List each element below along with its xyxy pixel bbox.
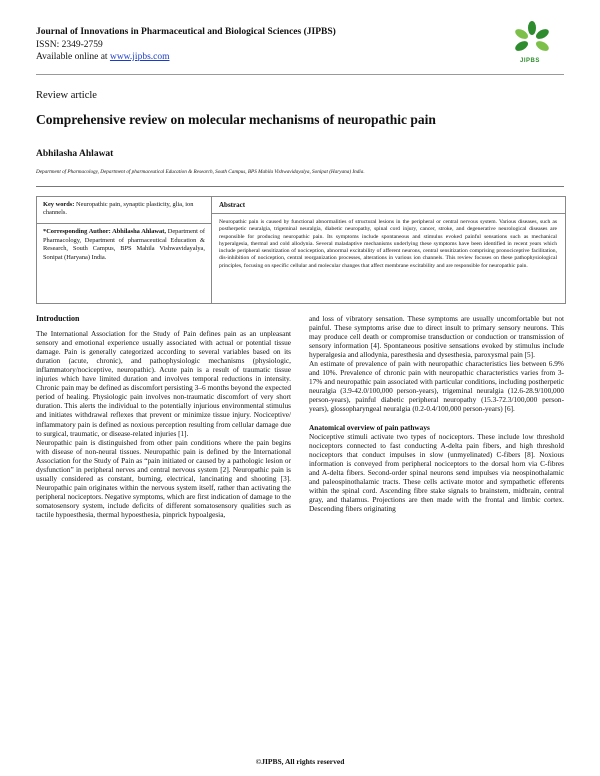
right-paragraph-1: and loss of vibratory sensation. These symptoms are usually uncomfortable but not painful. These symptoms arise due to direct insult to primary sensory neurons. This may produce cell death or compromise transduction or conduction or transmission of sensory information [4]. Spontaneous positive sensations evoked by stimulus include hyperalgesia and allodynia, paresthesia and dysesthesia, paroxysmal pain [5].	[309, 314, 564, 360]
abstract-divider	[211, 213, 565, 214]
left-column	[36, 314, 291, 519]
right-column	[309, 314, 564, 513]
anatomy-heading: Anatomical overview of pain pathways	[309, 422, 430, 432]
journal-title: Journal of Innovations in Pharmaceutical and Biological Sciences (JIPBS)	[36, 27, 336, 37]
logo-leaf-icon	[528, 21, 536, 35]
corresponding-author	[43, 228, 205, 262]
journal-website-link[interactable]: www.jipbs.com	[109, 52, 170, 62]
issn: ISSN: 2349-2759	[36, 39, 103, 50]
corresponding-label: *Corresponding Author: Abhilasha Ahlawat,	[43, 228, 166, 235]
journal-logo-icon	[510, 20, 554, 62]
logo-text: JIPBS	[520, 58, 540, 64]
journal-header	[36, 26, 336, 64]
availability-line	[36, 51, 336, 64]
keywords-divider	[37, 223, 211, 224]
logo-leaf-icon	[534, 27, 550, 41]
available-prefix: Available online at	[36, 52, 110, 62]
right-paragraph-2: An estimate of prevalence of pain with neuropathic characteristics lies between 6.9% and 10%. Prevalence of chronic pain with neuropathic characteristics varies from 3-17% and neuropathic pain associated with particular conditions, including postherpetic neuralgia (3.9-42.0/100,000 person-years), trigeminal neuralgia (12.6-28.9/100,000 person-years), painful diabetic peripheral neuropathy (15.3-72.3/100,000 person-years), glossopharyngeal neuralgia (0.2-0.4/100,000 person-years) [6].	[309, 359, 564, 414]
author-affiliation: Department of Pharmacology, Department of pharmaceutical Education & Research, South Campus, BPS Mahila Vishwavidayalya, Sonipat (Haryana) India.	[36, 169, 365, 175]
article-title: Comprehensive review on molecular mechanisms of neuropathic pain	[36, 112, 436, 127]
right-paragraph-3: Nociceptive stimuli activate two types of nociceptors. These include low threshold nociceptors connected to fast conducting A-delta pain fibers, and high threshold nociceptors that conduct impulses in slow (unmyelinated) C-fibers [8]. Noxious information is conveyed from peripheral nociceptors to the dorsal horn via C-fibres and A-delta fibers. Second-order spinal neurons send impulses via neospinothalamic and paleospinothalamic tracts. These cells activate motor and sympathetic efferents within the spinal cord. Ascending fibre stake signals to brainstem, midbrain, central gray, and thalamus. Projections are then made with the frontal and limbic cortex. Descending fibers originating	[309, 431, 564, 513]
author-name: Abhilasha Ahlawat	[36, 149, 114, 159]
corresponding-text: Department of Pharmacology, Department of pharmaceutical Education & Research, South Campus, BPS Mahila Vishwavidayalya, Sonipat (Haryana) India.	[43, 228, 205, 261]
affiliation-divider	[36, 186, 564, 187]
logo-leaf-icon	[534, 39, 550, 53]
introduction-paragraph-2: Neuropathic pain is distinguished from other pain conditions where the pain begins with disease of non-neural tissues. Neuropathic pain is defined by the International Association for the Study of Pain as “pain initiated or caused by a pathologic lesion or dysfunction” in peripheral nerves and central nervous system [2]. Neuropathic pain is usually considered as constant, burning, electrical, lancinating and shooting [3]. Neuropathic pain originates within the nervous system itself, rather than activating the peripheral nociceptors. Negative symptoms, which are first indication of damage to the somatosensory system, include deficits of different somatosensory qualities such as tactile hypoesthesia, thermal hypoesthesia, pinprick hypoalgesia,	[36, 437, 291, 519]
keywords-label: Key words:	[43, 201, 75, 208]
logo-leaf-icon	[514, 27, 530, 41]
article-type: Review article	[36, 90, 97, 101]
introduction-paragraph-1: The International Association for the Study of Pain defines pain as an unpleasant sensory and emotional experience usually associated with actual or potential tissue damage. Pain is generally categorized according to several variables based on its duration (acute, chronic), and pathophysiologic mechanisms (physiologic, inflammatory/nociceptive, neuropathic). Acute pain is a result of traumatic tissue injuries which have limited duration and involves temporal reductions in intensity. Chronic pain may be defined as discomfort persisting 3–6 months beyond the expected period of healing. Physiologic pain involves non-traumatic discomfort of very short duration. This alerts the individual to the potentially injurious environmental stimulus and initiates withdrawal reflexes that prevent or minimize tissue injury. Nociceptive/ inflammatory pain is defined as noxious perception resulting from cellular damage due to surgical, traumatic, or disease-related injuries [1].	[36, 329, 291, 438]
article-info-box	[36, 196, 566, 304]
keywords	[43, 201, 205, 217]
logo-leaf-icon	[514, 39, 530, 53]
introduction-heading: Introduction	[36, 314, 80, 323]
abstract-heading: Abstract	[219, 201, 246, 209]
copyright-footer: ©JIPBS, All rights reserved	[255, 757, 345, 766]
header-divider	[36, 74, 564, 75]
abstract-text: Neuropathic pain is caused by functional abnormalities of structural lesions in the peripheral or central nervous system. Various diseases, such as postherpetic neuralgia, trigeminal neuralgia, diabetic neuropathy, spinal cord injury, cancer, stroke, and degenerative neurological diseases are responsible for producing neuropathic pain. Its symptoms include spontaneous and stimulus evoked painful sensations such as mechanical hyperalgesia, thermal and cold allodynia. Several maladaptive mechanisms underlying these symptoms have been identified in recent years which include peripheral sensitization of nociception, abnormal excitability of afferent neurons, central sensitization comprising pronociceptive facilitation, dis-inhibition of nociception, central reorganization processes, alterations in various ion channels. This review focuses on these pathophysiological principles, focusing on specific cellular and molecular changes that affect membrane excitability and are responsible for neuropathic pain.	[219, 219, 557, 269]
keywords-text: Neuropathic pain, synaptic plasticity, glia, ion channels.	[43, 201, 194, 217]
